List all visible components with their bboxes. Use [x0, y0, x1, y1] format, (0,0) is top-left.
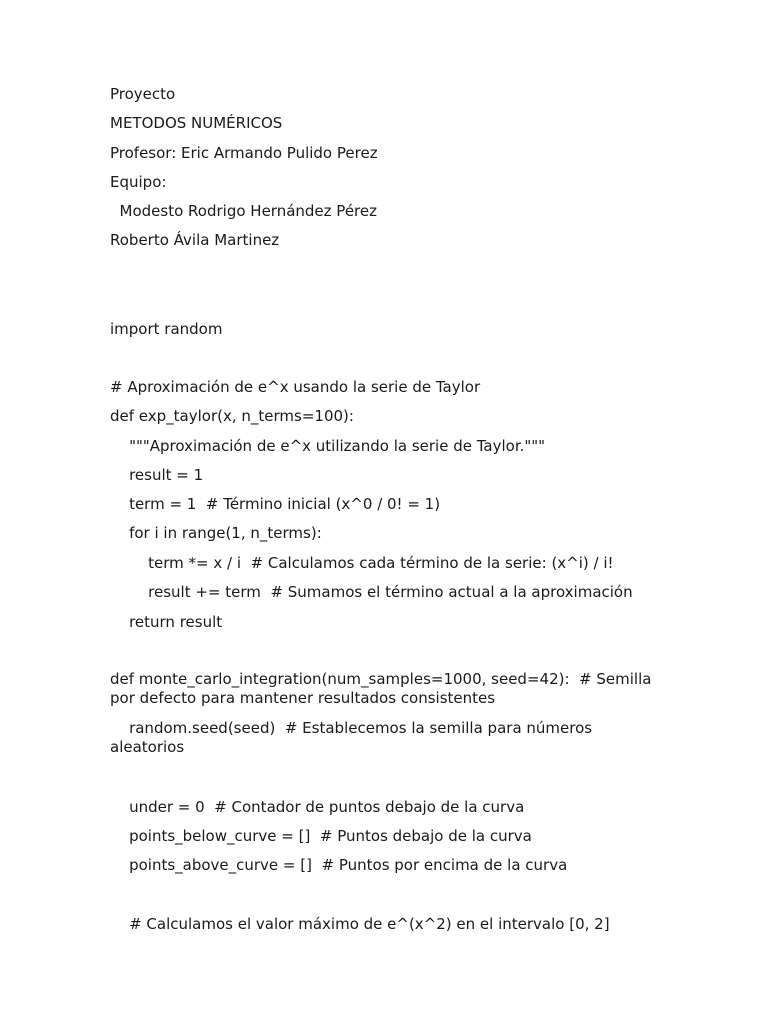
code-line-points-above: points_above_curve = [] # Puntos por encima de la curva [110, 856, 568, 874]
course-title: METODOS NUMÉRICOS [110, 114, 283, 132]
code-line-mc-seed: random.seed(seed) # Establecemos la semilla para números aleatorios [110, 719, 597, 756]
code-line-under: under = 0 # Contador de puntos debajo de la curva [110, 798, 525, 816]
code-line-taylor-docstring: """Aproximación de e^x utilizando la serie de Taylor.""" [110, 437, 546, 455]
professor-line: Profesor: Eric Armando Pulido Perez [110, 144, 378, 162]
code-line-return: return result [110, 613, 223, 631]
code-line-result-init: result = 1 [110, 466, 204, 484]
code-line-taylor-def: def exp_taylor(x, n_terms=100): [110, 407, 354, 425]
code-line-for-loop: for i in range(1, n_terms): [110, 524, 322, 542]
code-line-taylor-comment: # Aproximación de e^x usando la serie de Taylor [110, 378, 481, 396]
team-label: Equipo: [110, 173, 167, 191]
team-member-1: Modesto Rodrigo Hernández Pérez [110, 202, 377, 220]
code-line-import: import random [110, 320, 223, 338]
code-line-result-update: result += term # Sumamos el término actual a la aproximación [110, 583, 633, 601]
code-line-term-update: term *= x / i # Calculamos cada término de la serie: (x^i) / i! [110, 554, 614, 572]
project-label: Proyecto [110, 85, 176, 103]
team-member-2: Roberto Ávila Martinez [110, 231, 280, 249]
code-line-term-init: term = 1 # Término inicial (x^0 / 0! = 1) [110, 495, 441, 513]
code-line-points-below: points_below_curve = [] # Puntos debajo de la curva [110, 827, 532, 845]
code-line-max-comment: # Calculamos el valor máximo de e^(x^2) en el intervalo [0, 2] [110, 915, 610, 933]
code-line-mc-def: def monte_carlo_integration(num_samples=1000, seed=42): # Semilla por defecto para mantener resultados consistentes [110, 670, 657, 707]
